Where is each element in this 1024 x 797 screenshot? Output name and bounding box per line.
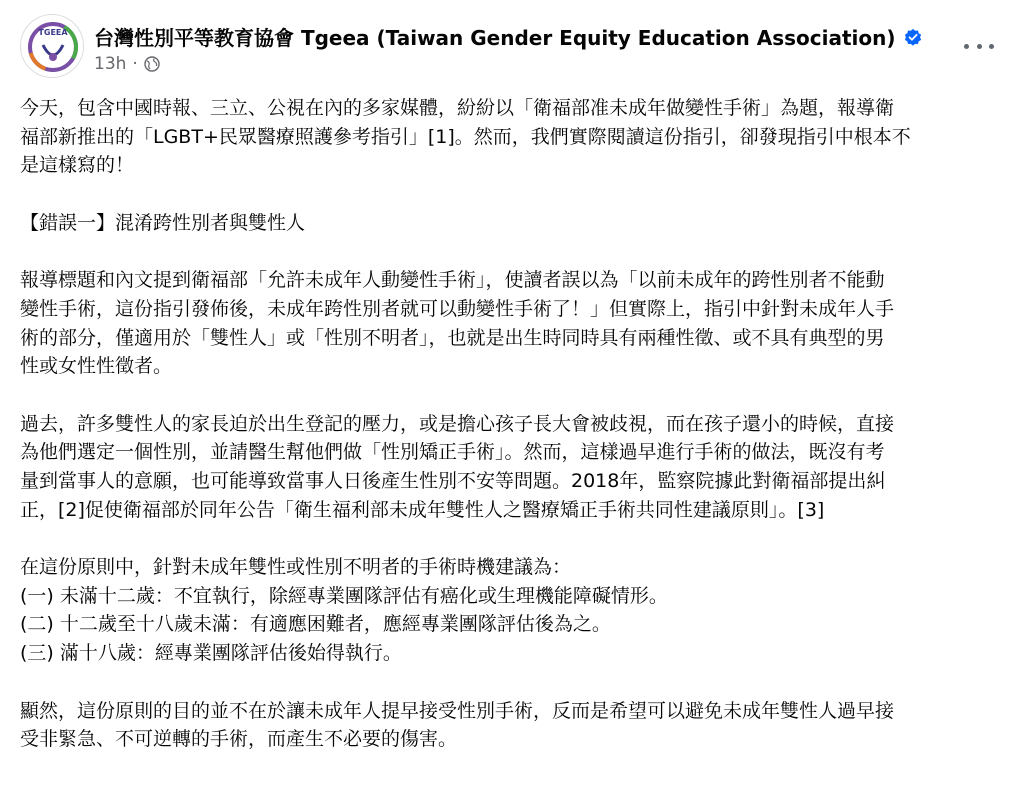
post-paragraph (20, 94, 1008, 180)
paragraph-gap (20, 524, 1008, 553)
text-line: 正，[2]促使衛福部於同年公告「衛生福利部未成年雙性人之醫療矯正手術共同性建議原則」。[3] (20, 498, 825, 521)
text-line: 顯然，這份原則的目的並不在於讓未成年人提早接受性別手術，反而是希望可以避免未成年雙性人過早接 (20, 699, 895, 722)
tgeea-logo (21, 15, 84, 78)
globe-icon[interactable] (144, 56, 160, 72)
post-paragraph (20, 553, 1008, 667)
text-line: 術的部分，僅適用於「雙性人」或「性別不明者」，也就是出生時同時具有兩種性徵、或不具有典型的男 (20, 326, 885, 349)
page-avatar[interactable] (20, 14, 84, 78)
post-timestamp[interactable]: 13h (94, 54, 127, 74)
text-line: 過去，許多雙性人的家長迫於出生登記的壓力，或是擔心孩子長大會被歧視，而在孩子還小的時候，直接 (20, 412, 895, 435)
post-header (20, 14, 1004, 84)
text-line: 變性手術，這份指引發佈後，未成年跨性別者就可以動變性手術了！」但實際上，指引中針對未成年人手 (20, 297, 895, 320)
text-line: 為他們選定一個性別，並請醫生幫他們做「性別矯正手術」。然而，這樣過早進行手術的做法，既沒有考 (20, 441, 885, 464)
text-line: 福部新推出的「LGBT+民眾醫療照護參考指引」[1]。然而，我們實際閱讀這份指引，卻發現指引中根本不 (20, 125, 911, 148)
text-line: (三) 滿十八歲：經專業團隊評估後始得執行。 (20, 641, 402, 664)
text-line: 在這份原則中，針對未成年雙性或性別不明者的手術時機建議為： (20, 556, 572, 579)
paragraph-gap (20, 180, 1008, 209)
post-paragraph (20, 697, 1008, 754)
text-line: (二) 十二歲至十八歲未滿：有適應困難者，應經專業團隊評估後為之。 (20, 613, 611, 636)
author-name[interactable]: 台灣性別平等教育協會 Tgeea (Taiwan Gender Equity Education Association) (94, 26, 896, 50)
text-line: 【錯誤一】混淆跨性別者與雙性人 (20, 211, 306, 234)
text-line: 受非緊急、不可逆轉的手術，而產生不必要的傷害。 (20, 728, 458, 751)
paragraph-gap (20, 237, 1008, 266)
text-line: 今天，包含中國時報、三立、公視在內的多家媒體，紛紛以「衛福部准未成年做變性手術」為題，報導衛 (20, 97, 895, 119)
post-paragraph (20, 209, 1008, 238)
meta-separator: · (132, 54, 138, 74)
text-line: 性或女性性徵者。 (20, 355, 173, 378)
post-paragraph (20, 410, 1008, 524)
verified-badge-icon (904, 28, 922, 46)
post-body (20, 94, 1008, 754)
post-meta (94, 54, 160, 74)
post-paragraph (20, 266, 1008, 380)
avatar-lettering: TGEEA (38, 28, 68, 37)
text-line: 是這樣寫的！ (20, 154, 135, 177)
paragraph-gap (20, 381, 1008, 410)
text-line: (一) 未滿十二歲：不宜執行，除經專業團隊評估有癌化或生理機能障礙情形。 (20, 584, 668, 607)
text-line: 量到當事人的意願，也可能導致當事人日後產生性別不安等問題。2018年，監察院據此對衛福部提出糾 (20, 469, 886, 492)
more-options-icon[interactable] (964, 36, 994, 56)
author-line (94, 22, 922, 51)
paragraph-gap (20, 668, 1008, 697)
text-line: 報導標題和內文提到衛福部「允許未成年人動變性手術」，使讀者誤以為「以前未成年的跨性別者不能動 (20, 269, 885, 292)
